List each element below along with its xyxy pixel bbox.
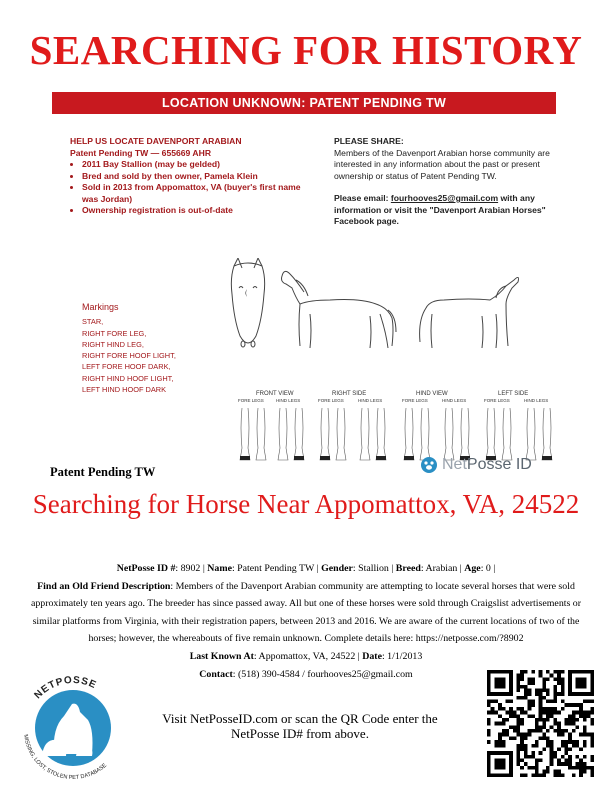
visit-instructions: Visit NetPosseID.com or scan the QR Code enter the NetPosse ID# from above. bbox=[162, 711, 438, 741]
logo-posse: Posse bbox=[466, 456, 512, 473]
share-block bbox=[334, 136, 570, 228]
help-item: • Sold in 2013 from Appomattox, VA (buyer's first name was Jordan) bbox=[82, 182, 310, 205]
marking-item: RIGHT FORE HOOF LIGHT, bbox=[82, 351, 176, 361]
leg-outline bbox=[460, 408, 470, 460]
leg-outline bbox=[526, 408, 536, 460]
leg-outline bbox=[542, 408, 552, 460]
email-suffix: with any information or visit the "Davenport Arabian Horses" Facebook page. bbox=[334, 193, 546, 226]
share-heading: PLEASE SHARE: bbox=[334, 136, 404, 146]
help-item: • 2011 Bay Stallion (may be gelded) bbox=[82, 159, 310, 171]
badge-top-text: NETPOSSE bbox=[32, 674, 99, 702]
info-location bbox=[22, 648, 590, 666]
markings-block bbox=[82, 302, 232, 395]
leg-view-sublabel: FORE LEGS bbox=[402, 398, 428, 403]
marking-item: STAR, bbox=[82, 317, 104, 327]
markings-heading: Markings bbox=[82, 302, 119, 312]
logo-id: ID bbox=[515, 456, 532, 473]
marking-item: LEFT FORE HOOF DARK, bbox=[82, 362, 171, 372]
leg-view-sublabel: HIND LEGS bbox=[442, 398, 467, 403]
netposse-badge-logo bbox=[14, 668, 132, 780]
breed-label: Breed bbox=[395, 563, 421, 574]
netposse-id-logo bbox=[420, 455, 532, 475]
leg-outline bbox=[360, 408, 370, 460]
contact-label: Contact bbox=[199, 668, 233, 680]
search-title: Searching for Horse Near Appomattox, VA, 24522 bbox=[32, 489, 580, 519]
leg-view-label: RIGHT SIDE bbox=[332, 391, 367, 397]
help-heading: HELP US LOCATE DAVENPORT ARABIAN bbox=[70, 136, 242, 146]
dark-hoof-mark bbox=[294, 456, 304, 460]
id-label: NetPosse ID # bbox=[116, 563, 176, 574]
leg-outline bbox=[486, 408, 496, 460]
gender-value: : Stallion | bbox=[352, 563, 396, 574]
dark-hoof-mark bbox=[376, 456, 386, 460]
dark-hoof-mark bbox=[404, 456, 414, 460]
location-value: : Appomattox, VA, 24522 | bbox=[253, 650, 363, 662]
info-block bbox=[22, 560, 590, 683]
help-item: • Ownership registration is out-of-date bbox=[82, 205, 310, 217]
leg-view-sublabel: HIND LEGS bbox=[276, 398, 301, 403]
leg-view-label: LEFT SIDE bbox=[498, 391, 529, 397]
horse-left-side-icon bbox=[420, 277, 519, 348]
leg-outline bbox=[420, 408, 430, 460]
qr-code[interactable] bbox=[487, 670, 594, 777]
horse-head-front-icon bbox=[231, 258, 264, 347]
leg-outline bbox=[502, 408, 512, 460]
age-label: Age bbox=[464, 563, 481, 574]
gender-label: Gender bbox=[321, 563, 353, 574]
contact-value: : (518) 390-4584 / fourhooves25@gmail.com bbox=[232, 668, 413, 680]
date-value: : 1/1/2013 bbox=[381, 650, 423, 662]
paw-globe-icon bbox=[420, 456, 438, 474]
leg-outline-grid bbox=[240, 408, 552, 460]
help-list bbox=[70, 159, 310, 217]
info-description bbox=[22, 578, 590, 648]
leg-outline bbox=[444, 408, 454, 460]
email-prefix: Please email: bbox=[334, 193, 391, 203]
leg-outline bbox=[376, 408, 386, 460]
leg-outline bbox=[240, 408, 250, 460]
description-value: : Members of the Davenport Arabian community are attempting to locate several horses that were sold approximately ten years ago. The breeder has since passed away. All but one of these horses were sold through Craigslist advertisements or similar platforms from Virginia, with their registration papers, between 2013 and 2016. We are aware of the current locations of two of the horses; however, the whereabouts of five remain unknown. Complete details here: https://netposse.com/?8902 bbox=[30, 580, 582, 645]
star-marking-icon bbox=[246, 289, 248, 297]
share-body: Members of the Davenport Arabian horse community are interested in any information about the past or present ownership or status of Patent Pending TW. bbox=[334, 147, 550, 181]
horse-right-side-icon bbox=[282, 271, 397, 348]
leg-outline bbox=[404, 408, 414, 460]
leg-view-sublabel: FORE LEGS bbox=[484, 398, 510, 403]
name-value: : Patent Pending TW | bbox=[231, 563, 322, 574]
leg-view-label: FRONT VIEW bbox=[256, 391, 294, 397]
location-label: Last Known At bbox=[189, 650, 254, 662]
help-subheading: Patent Pending TW — 655669 AHR bbox=[70, 147, 212, 158]
marking-item: RIGHT HIND LEG, bbox=[82, 339, 144, 349]
main-title: SEARCHING FOR HISTORY bbox=[29, 27, 583, 73]
location-banner: LOCATION UNKNOWN: PATENT PENDING TW bbox=[52, 92, 556, 114]
dark-hoof-mark bbox=[320, 456, 330, 460]
help-block bbox=[70, 136, 310, 217]
age-value: : 0 | bbox=[480, 563, 496, 574]
leg-view-sublabel: HIND LEGS bbox=[524, 398, 549, 403]
share-email-line bbox=[334, 193, 570, 228]
dark-hoof-mark bbox=[542, 456, 552, 460]
logo-net: Net bbox=[442, 456, 467, 473]
leg-view-sublabel: FORE LEGS bbox=[318, 398, 344, 403]
leg-outline bbox=[294, 408, 304, 460]
marking-item: RIGHT FORE LEG, bbox=[82, 328, 147, 338]
horse-outline-drawings bbox=[220, 258, 560, 358]
id-value: : 8902 | bbox=[175, 563, 208, 574]
marking-item: RIGHT HIND HOOF LIGHT, bbox=[82, 373, 174, 383]
help-item: • Bred and sold by then owner, Pamela Klein bbox=[82, 171, 310, 183]
horse-name: Patent Pending TW bbox=[50, 465, 156, 479]
date-label: Date bbox=[362, 650, 382, 662]
breed-value: : Arabian | bbox=[420, 563, 465, 574]
leg-outline bbox=[278, 408, 288, 460]
badge-bottom-text: MISSING, LOST, STOLEN PET DATABASE bbox=[22, 734, 108, 780]
description-label: Find an Old Friend Description bbox=[37, 580, 171, 592]
leg-outline bbox=[336, 408, 346, 460]
leg-view-sublabel: HIND LEGS bbox=[358, 398, 383, 403]
name-label: Name bbox=[207, 563, 232, 574]
leg-view-sublabel: FORE LEGS bbox=[238, 398, 264, 403]
leg-outline bbox=[320, 408, 330, 460]
leg-outline bbox=[256, 408, 266, 460]
info-line-ids bbox=[22, 560, 590, 578]
marking-item: LEFT HIND HOOF DARK bbox=[82, 385, 167, 395]
email-link[interactable]: fourhooves25@gmail.com bbox=[390, 193, 499, 203]
leg-view-label: HIND VIEW bbox=[416, 391, 448, 397]
dark-hoof-mark bbox=[240, 456, 250, 460]
